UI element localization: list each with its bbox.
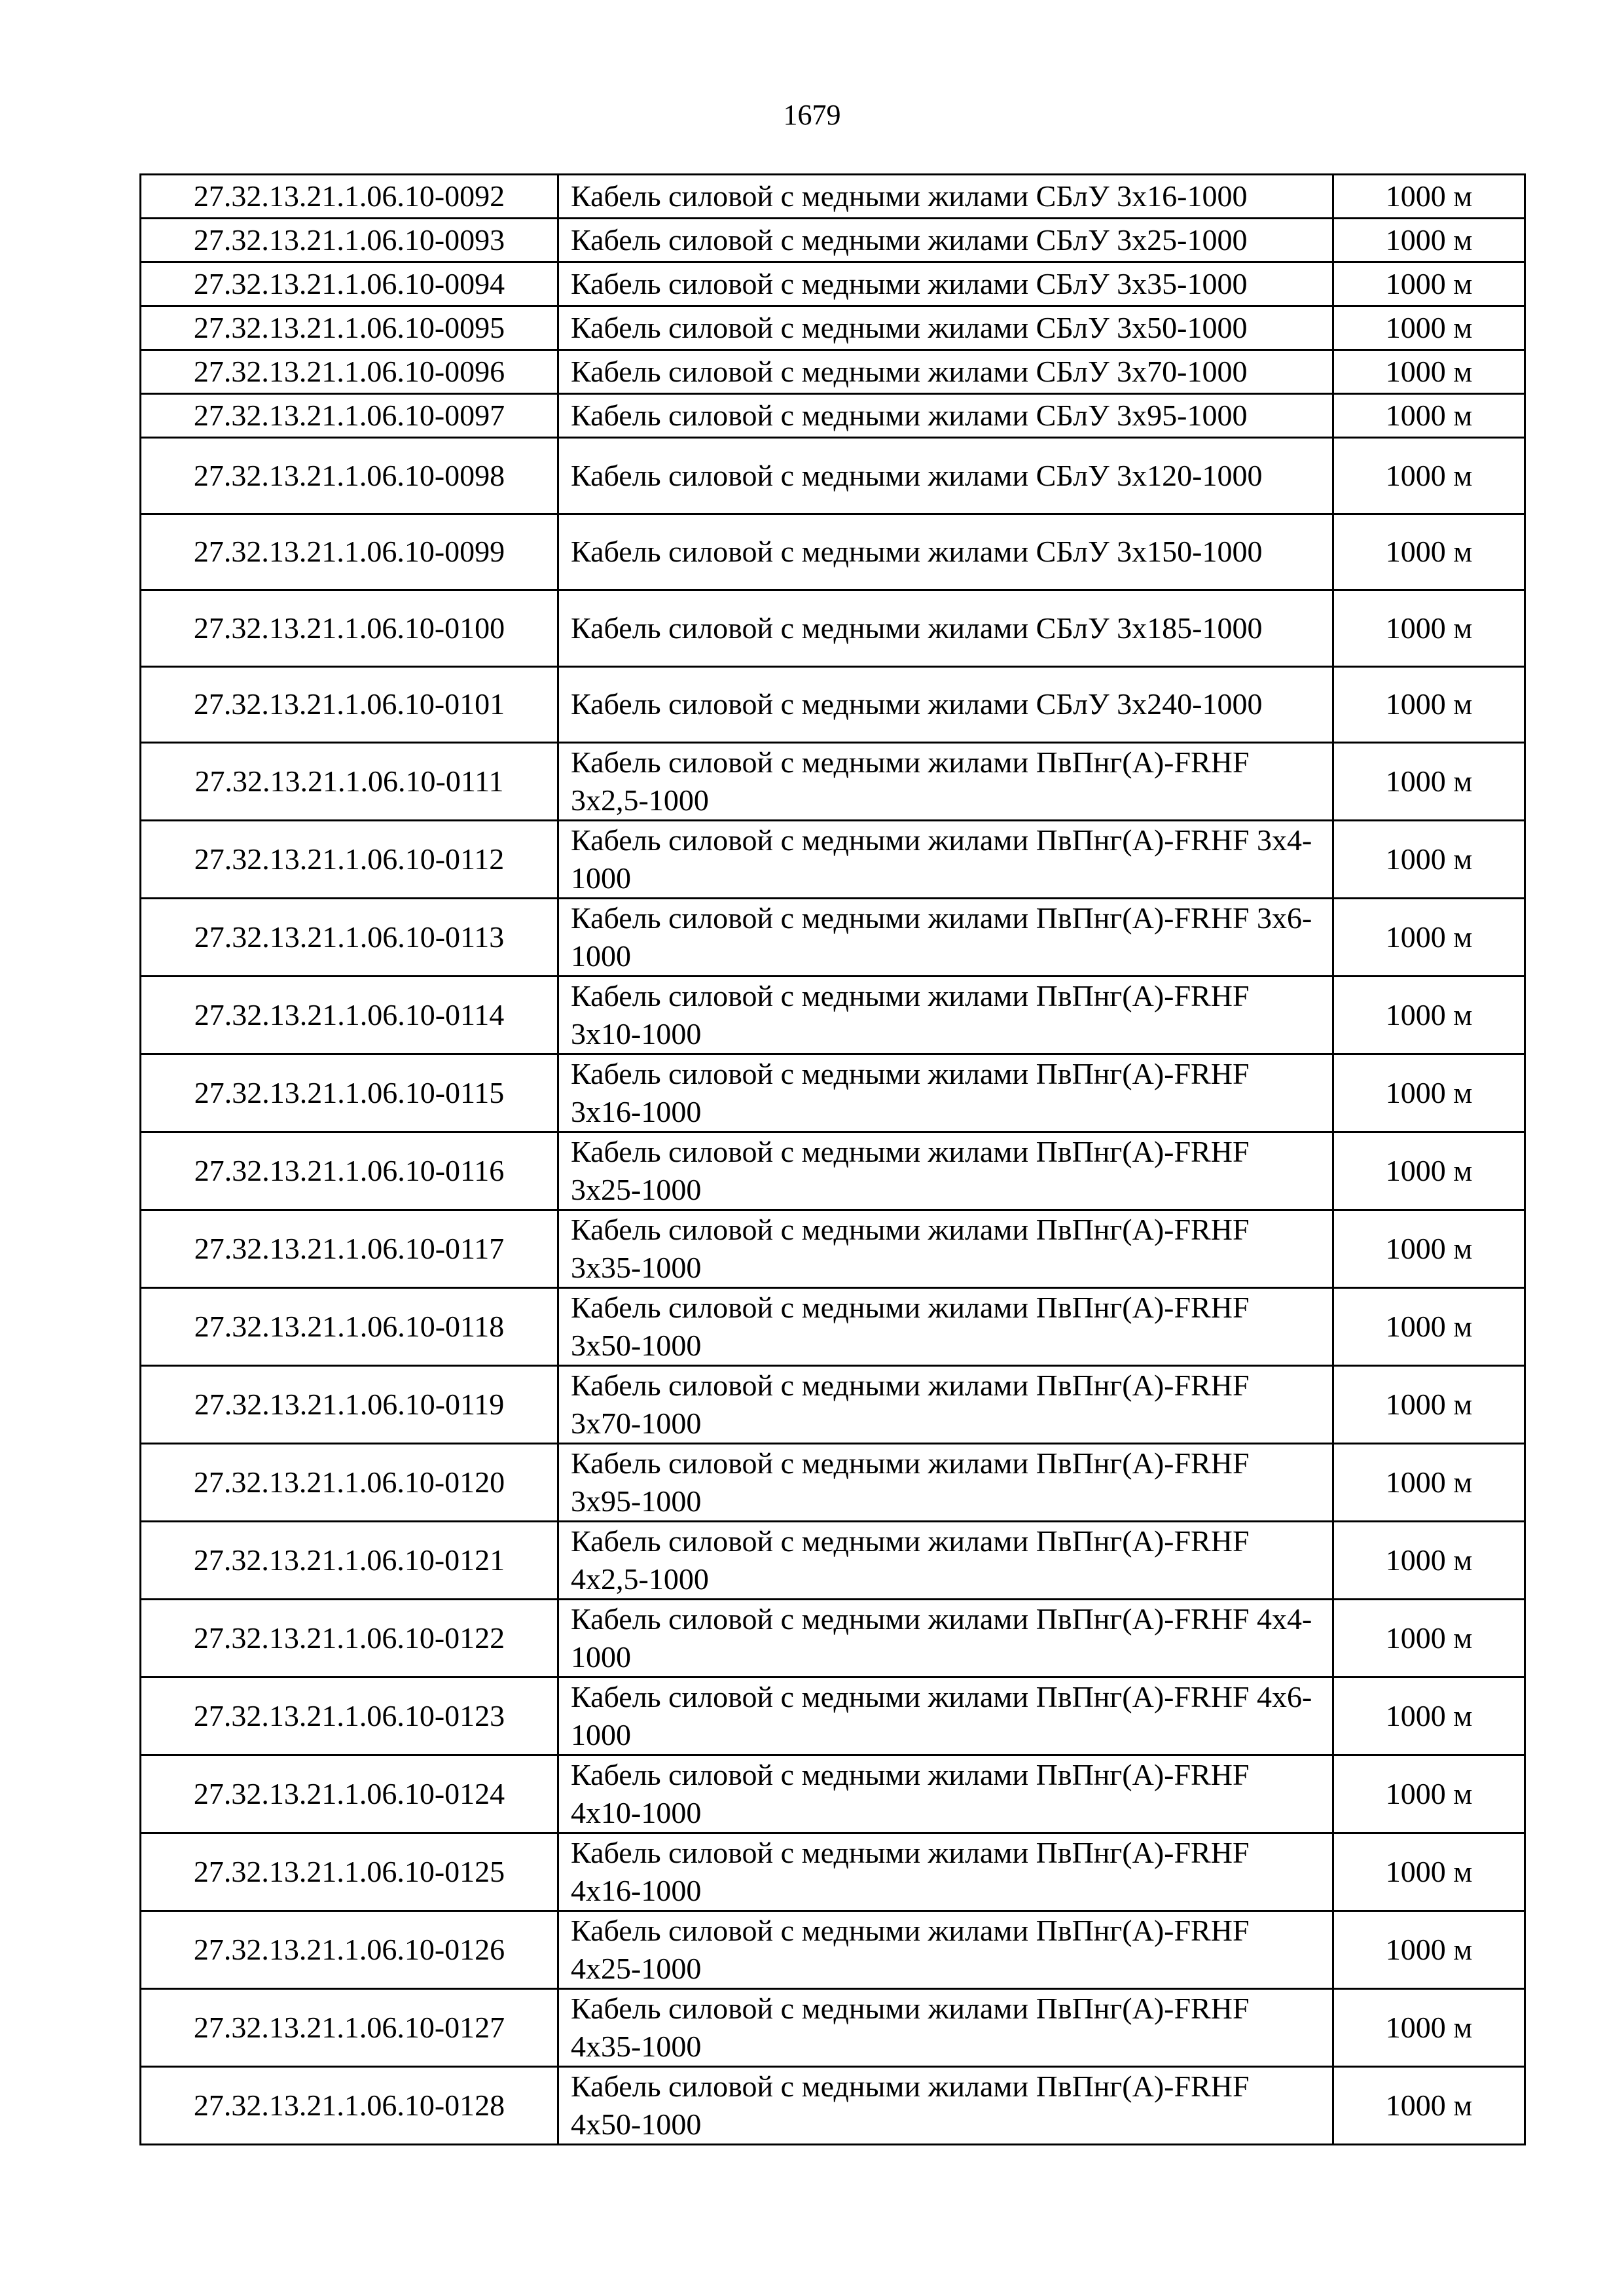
resource-name-cell: Кабель силовой с медными жилами ПвПнг(А)-FRHF 3х50-1000: [558, 1288, 1333, 1366]
resource-name-cell: Кабель силовой с медными жилами ПвПнг(А)-FRHF 4х25-1000: [558, 1911, 1333, 1989]
resource-code-cell: 27.32.13.21.1.06.10-0111: [141, 743, 558, 821]
unit-cell: 1000 м: [1333, 2067, 1525, 2145]
table-row: [141, 1366, 1525, 1444]
resource-code-cell: 27.32.13.21.1.06.10-0097: [141, 394, 558, 438]
resource-name-cell: Кабель силовой с медными жилами ПвПнг(А)-FRHF 3х95-1000: [558, 1444, 1333, 1522]
unit-cell: 1000 м: [1333, 306, 1525, 350]
resource-name-cell: Кабель силовой с медными жилами СБлУ 3х120-1000: [558, 438, 1333, 514]
table-row: [141, 262, 1525, 306]
unit-cell: 1000 м: [1333, 1366, 1525, 1444]
table-row: [141, 1132, 1525, 1210]
resource-code-cell: 27.32.13.21.1.06.10-0125: [141, 1833, 558, 1911]
table-row: [141, 306, 1525, 350]
unit-cell: 1000 м: [1333, 1132, 1525, 1210]
table-row: [141, 1989, 1525, 2067]
resource-code-cell: 27.32.13.21.1.06.10-0115: [141, 1054, 558, 1132]
unit-cell: 1000 м: [1333, 1600, 1525, 1677]
resource-code-cell: 27.32.13.21.1.06.10-0095: [141, 306, 558, 350]
resource-name-cell: Кабель силовой с медными жилами ПвПнг(А)-FRHF 3х25-1000: [558, 1132, 1333, 1210]
resource-code-cell: 27.32.13.21.1.06.10-0099: [141, 514, 558, 590]
table-row: [141, 1600, 1525, 1677]
table-row: [141, 514, 1525, 590]
resource-name-cell: Кабель силовой с медными жилами ПвПнг(А)-FRHF 3х4-1000: [558, 821, 1333, 899]
unit-cell: 1000 м: [1333, 219, 1525, 262]
table-row: [141, 1522, 1525, 1600]
unit-cell: 1000 м: [1333, 821, 1525, 899]
resource-code-cell: 27.32.13.21.1.06.10-0114: [141, 977, 558, 1054]
unit-cell: 1000 м: [1333, 1833, 1525, 1911]
unit-cell: 1000 м: [1333, 1210, 1525, 1288]
table-row: [141, 350, 1525, 394]
resource-name-cell: Кабель силовой с медными жилами ПвПнг(А)-FRHF 3х6-1000: [558, 899, 1333, 977]
unit-cell: 1000 м: [1333, 1288, 1525, 1366]
unit-cell: 1000 м: [1333, 1989, 1525, 2067]
resource-name-cell: Кабель силовой с медными жилами ПвПнг(А)-FRHF 3х10-1000: [558, 977, 1333, 1054]
unit-cell: 1000 м: [1333, 350, 1525, 394]
resource-name-cell: Кабель силовой с медными жилами СБлУ 3х150-1000: [558, 514, 1333, 590]
unit-cell: 1000 м: [1333, 899, 1525, 977]
resource-code-cell: 27.32.13.21.1.06.10-0100: [141, 590, 558, 667]
resource-code-cell: 27.32.13.21.1.06.10-0127: [141, 1989, 558, 2067]
unit-cell: 1000 м: [1333, 743, 1525, 821]
resource-code-cell: 27.32.13.21.1.06.10-0128: [141, 2067, 558, 2145]
unit-cell: 1000 м: [1333, 514, 1525, 590]
unit-cell: 1000 м: [1333, 394, 1525, 438]
unit-cell: 1000 м: [1333, 1677, 1525, 1755]
resource-name-cell: Кабель силовой с медными жилами СБлУ 3х185-1000: [558, 590, 1333, 667]
resource-name-cell: Кабель силовой с медными жилами ПвПнг(А)-FRHF 4х35-1000: [558, 1989, 1333, 2067]
resource-name-cell: Кабель силовой с медными жилами ПвПнг(А)-FRHF 4х4-1000: [558, 1600, 1333, 1677]
unit-cell: 1000 м: [1333, 262, 1525, 306]
resource-name-cell: Кабель силовой с медными жилами СБлУ 3х50-1000: [558, 306, 1333, 350]
resource-code-cell: 27.32.13.21.1.06.10-0119: [141, 1366, 558, 1444]
table-row: [141, 394, 1525, 438]
table-row: [141, 666, 1525, 743]
unit-cell: 1000 м: [1333, 977, 1525, 1054]
resource-name-cell: Кабель силовой с медными жилами ПвПнг(А)-FRHF 3х16-1000: [558, 1054, 1333, 1132]
resource-name-cell: Кабель силовой с медными жилами ПвПнг(А)-FRHF 3х2,5-1000: [558, 743, 1333, 821]
table-row: [141, 2067, 1525, 2145]
resource-name-cell: Кабель силовой с медными жилами ПвПнг(А)-FRHF 4х10-1000: [558, 1755, 1333, 1833]
resource-name-cell: Кабель силовой с медными жилами ПвПнг(А)-FRHF 3х70-1000: [558, 1366, 1333, 1444]
resource-code-cell: 27.32.13.21.1.06.10-0123: [141, 1677, 558, 1755]
table-row: [141, 219, 1525, 262]
resource-name-cell: Кабель силовой с медными жилами ПвПнг(А)-FRHF 4х2,5-1000: [558, 1522, 1333, 1600]
resource-code-cell: 27.32.13.21.1.06.10-0121: [141, 1522, 558, 1600]
resource-code-cell: 27.32.13.21.1.06.10-0094: [141, 262, 558, 306]
page-number: 1679: [783, 99, 841, 131]
table-row: [141, 438, 1525, 514]
unit-cell: 1000 м: [1333, 1054, 1525, 1132]
unit-cell: 1000 м: [1333, 438, 1525, 514]
resource-name-cell: Кабель силовой с медными жилами СБлУ 3х16-1000: [558, 175, 1333, 219]
table-row: [141, 1911, 1525, 1989]
table-row: [141, 1054, 1525, 1132]
resource-name-cell: Кабель силовой с медными жилами СБлУ 3х70-1000: [558, 350, 1333, 394]
table-row: [141, 590, 1525, 667]
resource-name-cell: Кабель силовой с медными жилами СБлУ 3х35-1000: [558, 262, 1333, 306]
table-row: [141, 1677, 1525, 1755]
resource-code-cell: 27.32.13.21.1.06.10-0118: [141, 1288, 558, 1366]
table-row: [141, 175, 1525, 219]
resource-code-cell: 27.32.13.21.1.06.10-0092: [141, 175, 558, 219]
unit-cell: 1000 м: [1333, 1755, 1525, 1833]
resource-name-cell: Кабель силовой с медными жилами ПвПнг(А)-FRHF 4х16-1000: [558, 1833, 1333, 1911]
resource-table: [139, 173, 1526, 2145]
unit-cell: 1000 м: [1333, 1444, 1525, 1522]
resource-code-cell: 27.32.13.21.1.06.10-0124: [141, 1755, 558, 1833]
unit-cell: 1000 м: [1333, 1911, 1525, 1989]
resource-code-cell: 27.32.13.21.1.06.10-0117: [141, 1210, 558, 1288]
table-row: [141, 1210, 1525, 1288]
table-row: [141, 1833, 1525, 1911]
resource-name-cell: Кабель силовой с медными жилами СБлУ 3х240-1000: [558, 666, 1333, 743]
resource-name-cell: Кабель силовой с медными жилами ПвПнг(А)-FRHF 4х6-1000: [558, 1677, 1333, 1755]
resource-code-cell: 27.32.13.21.1.06.10-0098: [141, 438, 558, 514]
resource-code-cell: 27.32.13.21.1.06.10-0126: [141, 1911, 558, 1989]
table-row: [141, 977, 1525, 1054]
table-row: [141, 1755, 1525, 1833]
resource-code-cell: 27.32.13.21.1.06.10-0096: [141, 350, 558, 394]
resource-code-cell: 27.32.13.21.1.06.10-0112: [141, 821, 558, 899]
resource-code-cell: 27.32.13.21.1.06.10-0113: [141, 899, 558, 977]
resource-code-cell: 27.32.13.21.1.06.10-0093: [141, 219, 558, 262]
table-row: [141, 899, 1525, 977]
table-row: [141, 1444, 1525, 1522]
unit-cell: 1000 м: [1333, 590, 1525, 667]
resource-code-cell: 27.32.13.21.1.06.10-0101: [141, 666, 558, 743]
table-row: [141, 743, 1525, 821]
resource-name-cell: Кабель силовой с медными жилами СБлУ 3х25-1000: [558, 219, 1333, 262]
resource-code-cell: 27.32.13.21.1.06.10-0122: [141, 1600, 558, 1677]
unit-cell: 1000 м: [1333, 666, 1525, 743]
table-row: [141, 1288, 1525, 1366]
resource-name-cell: Кабель силовой с медными жилами СБлУ 3х95-1000: [558, 394, 1333, 438]
unit-cell: 1000 м: [1333, 1522, 1525, 1600]
unit-cell: 1000 м: [1333, 175, 1525, 219]
table-row: [141, 821, 1525, 899]
resource-code-cell: 27.32.13.21.1.06.10-0116: [141, 1132, 558, 1210]
resource-code-cell: 27.32.13.21.1.06.10-0120: [141, 1444, 558, 1522]
resource-name-cell: Кабель силовой с медными жилами ПвПнг(А)-FRHF 4х50-1000: [558, 2067, 1333, 2145]
resource-name-cell: Кабель силовой с медными жилами ПвПнг(А)-FRHF 3х35-1000: [558, 1210, 1333, 1288]
